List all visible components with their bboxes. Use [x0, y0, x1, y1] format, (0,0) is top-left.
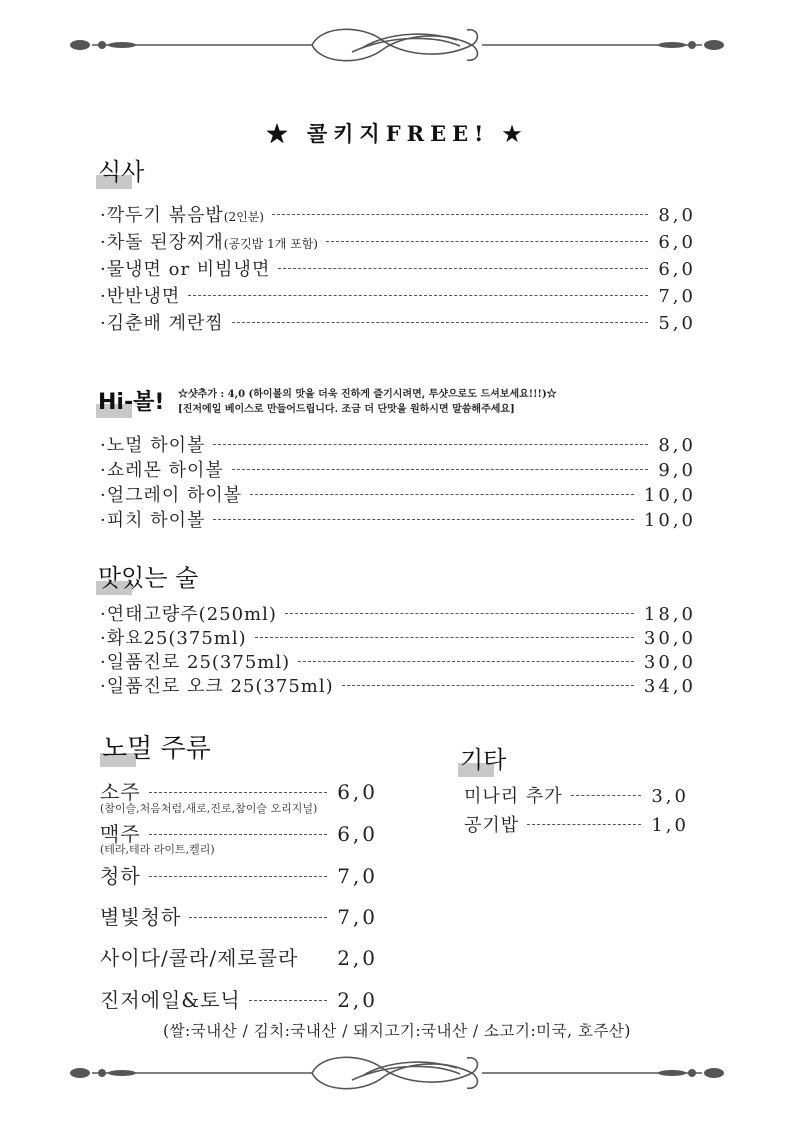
liquor-section-title: 맛있는 술	[96, 558, 202, 593]
menu-item: ·노멀 하이볼 8,0	[100, 435, 696, 456]
menu-item: 소주 6,0	[100, 780, 378, 804]
highball-section-title: Hi-볼!	[96, 385, 168, 416]
corkage-free-banner: ★ 콜키지FREE! ★	[266, 121, 528, 146]
beer-brands-note: (테라,테라 라이트,켈리)	[100, 843, 215, 856]
menu-price: 8,0	[658, 205, 696, 226]
menu-price: 7,0	[337, 864, 378, 888]
menu-item: ·차돌 된장찌개(공깃밥 1개 포함) 6,0	[100, 232, 696, 253]
menu-price: 10,0	[643, 510, 696, 531]
menu-price: 6,0	[337, 780, 378, 804]
etc-section-title: 기타	[458, 740, 510, 775]
menu-price: 6,0	[658, 232, 696, 253]
menu-price: 6,0	[658, 259, 696, 280]
menu-item: ·깍두기 볶음밥(2인분) 8,0	[100, 205, 696, 226]
meal-section-title: 식사	[96, 152, 148, 187]
bottom-ornament	[62, 1048, 732, 1098]
menu-item: 미나리 추가 3,0	[464, 786, 689, 807]
menu-price: 8,0	[658, 435, 696, 456]
menu-price: 7,0	[337, 905, 378, 929]
menu-price: 30,0	[643, 652, 696, 673]
menu-item: ·얼그레이 하이볼 10,0	[100, 485, 696, 506]
menu-price: 1,0	[651, 815, 689, 836]
menu-item: 공기밥 1,0	[464, 815, 689, 836]
ginger-ale-note: [진저에일 베이스로 만들어드립니다. 조금 더 단맛을 원하시면 말씀해주세요]	[178, 404, 515, 415]
menu-item: ·피치 하이볼 10,0	[100, 510, 696, 531]
menu-item: 사이다/콜라/제로콜라 2,0	[100, 946, 378, 970]
menu-item: ·반반냉면 7,0	[100, 286, 696, 307]
menu-item: ·쇼레몬 하이볼 9,0	[100, 460, 696, 481]
origin-notice: (쌀:국내산 / 김치:국내산 / 돼지고기:국내산 / 소고기:미국, 호주산)	[163, 1022, 631, 1040]
shot-add-note: ☆샷추가 : 4,0 (하이볼의 맛을 더욱 진하게 즐기시려면, 투샷으로도 드셔보세요!!!)☆	[178, 389, 557, 400]
menu-price: 10,0	[643, 485, 696, 506]
menu-price: 5,0	[658, 313, 696, 334]
menu-item: ·일품진로 오크 25(375ml) 34,0	[100, 676, 696, 697]
menu-item: ·화요25(375ml) 30,0	[100, 628, 696, 649]
menu-item: ·일품진로 25(375ml) 30,0	[100, 652, 696, 673]
menu-price: 2,0	[337, 946, 378, 970]
normal-liquor-section-title: 노멀 주류	[100, 728, 215, 765]
menu-price: 7,0	[658, 286, 696, 307]
menu-price: 34,0	[643, 676, 696, 697]
menu-item: 청하 7,0	[100, 864, 378, 888]
menu-price: 18,0	[643, 604, 696, 625]
menu-price: 2,0	[337, 988, 378, 1012]
menu-price: 9,0	[658, 460, 696, 481]
menu-price: 3,0	[651, 786, 689, 807]
menu-item: 진저에일&토닉 2,0	[100, 988, 378, 1012]
menu-item: 맥주 6,0	[100, 822, 378, 846]
menu-item: ·연태고량주(250ml) 18,0	[100, 604, 696, 625]
menu-item: ·물냉면 or 비빔냉면 6,0	[100, 259, 696, 280]
soju-brands-note: (참이슬,처음처럼,새로,진로,참이슬 오리지널)	[100, 802, 318, 815]
top-ornament	[62, 20, 732, 70]
menu-item: ·김춘배 계란찜 5,0	[100, 313, 696, 334]
menu-item: 별빛청하 7,0	[100, 905, 378, 929]
menu-price: 30,0	[643, 628, 696, 649]
menu-price: 6,0	[337, 822, 378, 846]
